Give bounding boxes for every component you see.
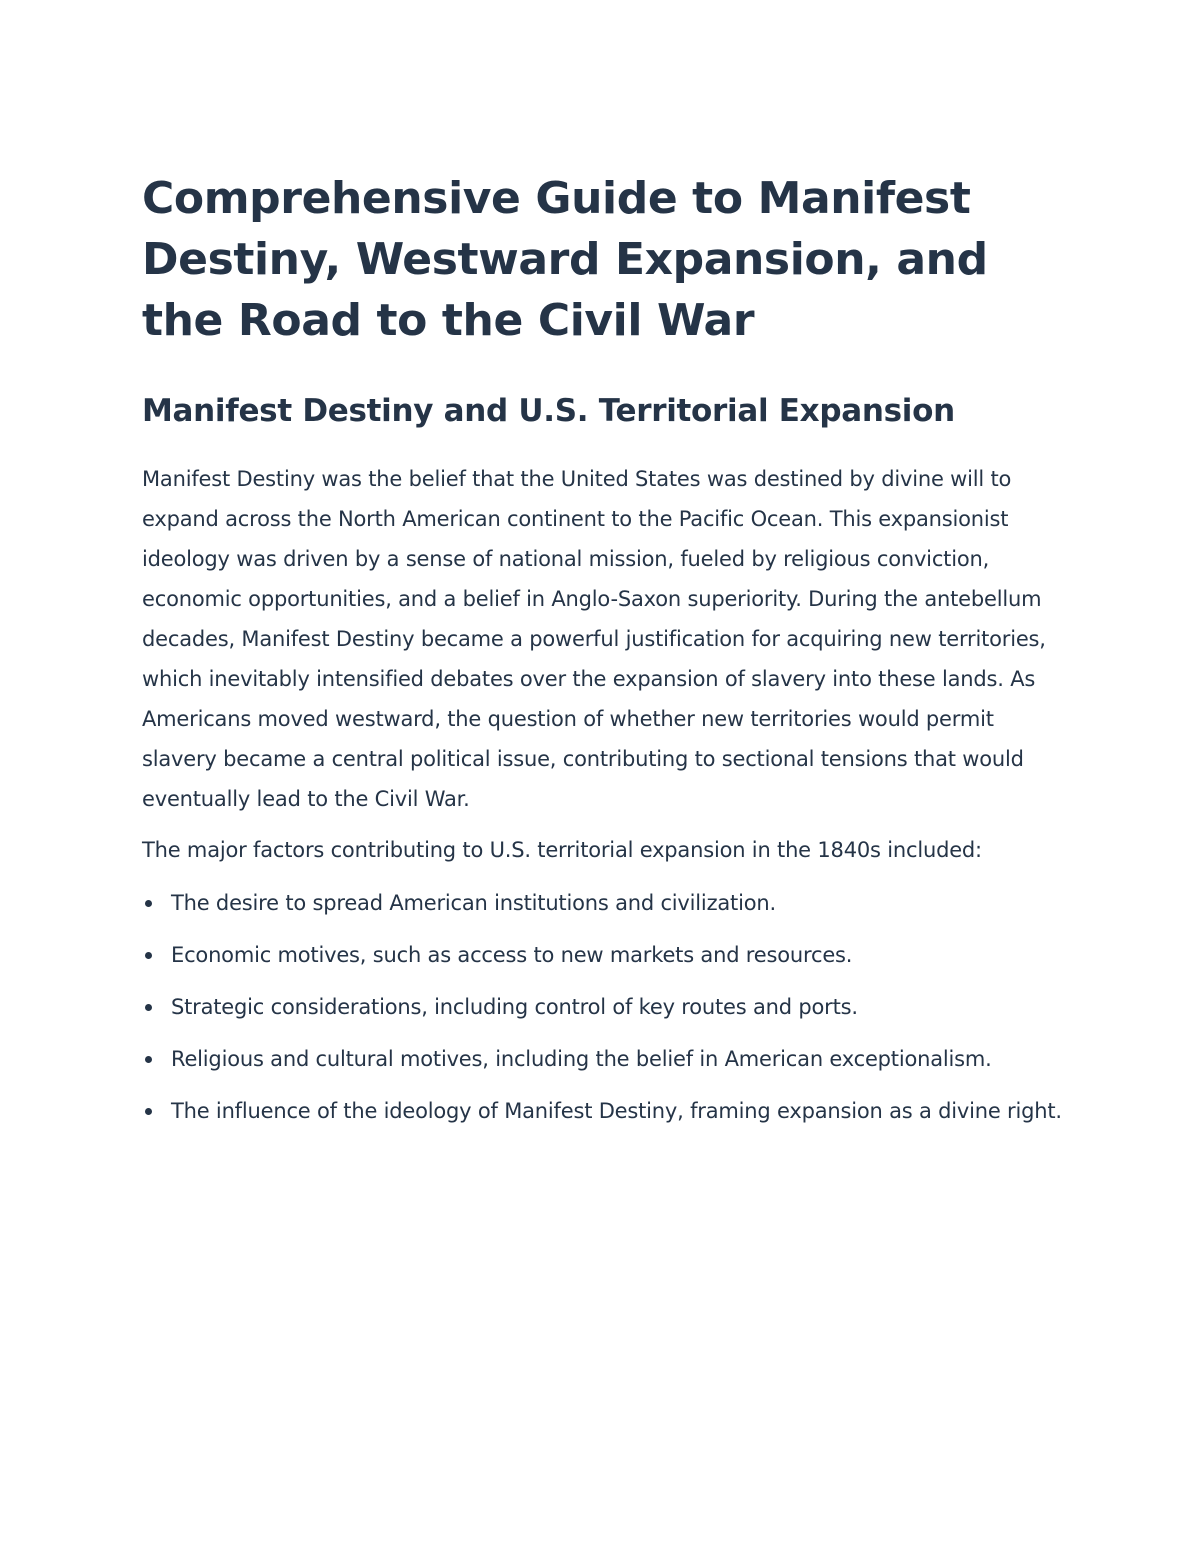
list-item bbox=[142, 987, 1067, 1027]
list-item-text: Religious and cultural motives, including the belief in American exceptionalism. bbox=[171, 1047, 992, 1071]
list-item-text: The desire to spread American institutions and civilization. bbox=[171, 891, 776, 915]
factors-intro-paragraph: The major factors contributing to U.S. territorial expansion in the 1840s included: bbox=[142, 838, 982, 862]
list-item bbox=[142, 935, 1067, 975]
list-item-text: Strategic considerations, including control of key routes and ports. bbox=[171, 995, 858, 1019]
list-item bbox=[142, 1091, 1067, 1131]
list-item-text: The influence of the ideology of Manifest Destiny, framing expansion as a divine right. bbox=[171, 1099, 1062, 1123]
bullet-icon bbox=[145, 900, 152, 907]
factors-list bbox=[142, 883, 1067, 1131]
page-title: Comprehensive Guide to Manifest Destiny, Westward Expansion, and the Road to the Civil War bbox=[142, 173, 988, 346]
document-page bbox=[142, 168, 1067, 1143]
bullet-icon bbox=[145, 952, 152, 959]
list-item-text: Economic motives, such as access to new markets and resources. bbox=[171, 943, 853, 967]
bullet-icon bbox=[145, 1056, 152, 1063]
bullet-icon bbox=[145, 1108, 152, 1115]
list-item bbox=[142, 883, 1067, 923]
intro-paragraph: Manifest Destiny was the belief that the United States was destined by divine will to expand across the North American continent to the Pacific Ocean. This expansionist ideology was driven by a sense of national mission, fueled by religious conviction, economic opportunities, and a belief in Anglo-Saxon superiority. During the antebellum decades, Manifest Destiny became a powerful justification for acquiring new territories, which inevitably intensified debates over the expansion of slavery into these lands. As Americans moved westward, the question of whether new territories would permit slavery became a central political issue, contributing to sectional tensions that would eventually lead to the Civil War. bbox=[142, 467, 1046, 811]
bullet-icon bbox=[145, 1004, 152, 1011]
section-heading: Manifest Destiny and U.S. Territorial Expansion bbox=[142, 393, 955, 429]
list-item bbox=[142, 1039, 1067, 1079]
